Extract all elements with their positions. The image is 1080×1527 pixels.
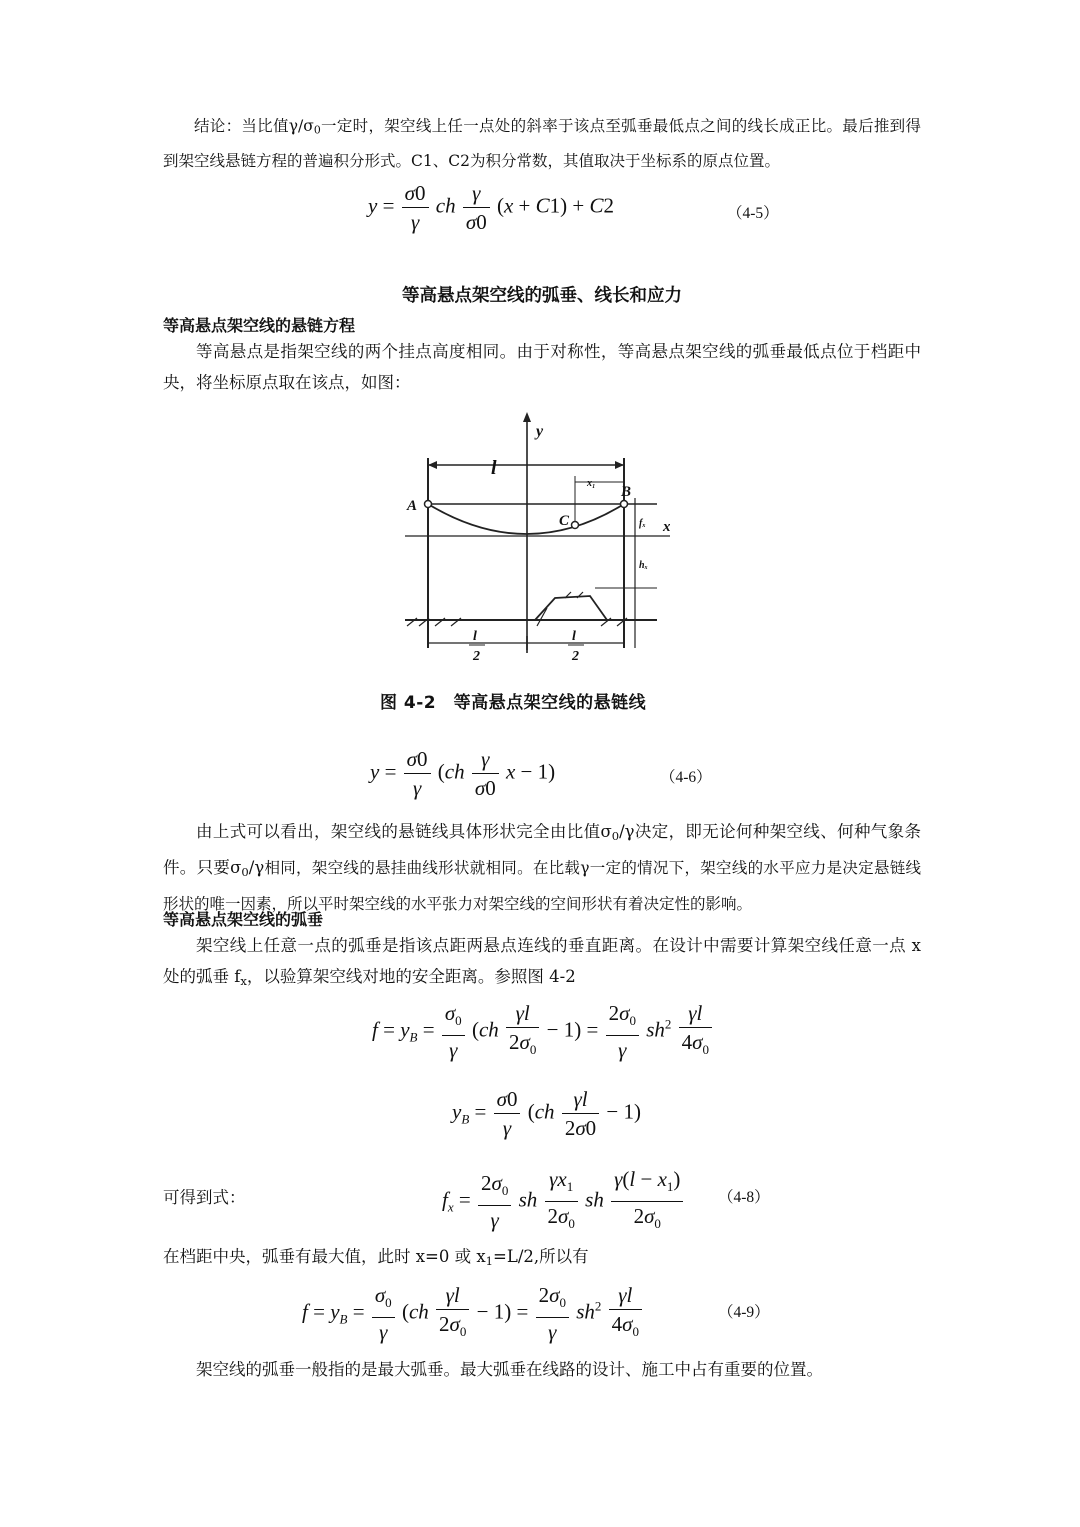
- conclusion-sag-paragraph: 架空线的弧垂一般指的是最大弧垂。最大弧垂在线路的设计、施工中占有重要的位置。: [196, 1360, 823, 1379]
- point-a: [425, 501, 432, 508]
- section-title: 等高悬点架空线的弧垂、线长和应力: [402, 286, 682, 306]
- label-c: C: [559, 513, 570, 529]
- ratio-sigma-gamma-1: $\sigma_0/\gamma$: [600, 822, 635, 843]
- label-half-2-right: 2: [572, 649, 579, 664]
- equation-number-4-9: （4-9）: [718, 1304, 770, 1321]
- conclusion-paragraph: [163, 111, 921, 177]
- label-half-l-right: l: [572, 629, 576, 644]
- label-b: B: [621, 484, 632, 500]
- sag-definition-paragraph: 架空线上任意一点的弧垂是指该点距两悬点连线的垂直距离。在设计中需要计算架空线任意一点 x 处的弧垂 $f_x$，以验算架空线对地的安全距离。参照图 4-2: [163, 936, 921, 988]
- label-fx: fₓ: [639, 518, 646, 529]
- equation-number-4-5: （4-5）: [727, 205, 779, 222]
- label-x1: x₁: [587, 478, 596, 489]
- label-l: l: [491, 457, 497, 479]
- label-a: A: [407, 498, 418, 514]
- point-b: [621, 501, 628, 508]
- equation-4-8: $f_x$ = $\frac{2\sigma_0}{\gamma}$ sh $\frac{\gamma x_1}{2\sigma_0}$ sh $\frac{\gamma(l - x_1)}{2\sigma_0}$: [442, 1166, 685, 1237]
- label-x: x: [663, 519, 670, 535]
- figure-caption: 图 4-2 等高悬点架空线的悬链线: [380, 693, 647, 713]
- label-y: y: [536, 423, 544, 440]
- point-c: [572, 522, 579, 529]
- label-half-2-left: 2: [473, 649, 480, 664]
- shape-paragraph: 由上式可以看出，架空线的悬链线具体形状完全由比值$\sigma_0/\gamma$决定，即无论何种架空线、何种气象条件。只要$\sigma_0/\gamma$相同，架空线的悬挂曲线形状就相同。在比载γ一定的情况下，架空线的水平应力是决定悬链线形状的唯一因素，所以平时架空线的水平张力对架空线的空间形状有着决定性的影响。: [163, 822, 922, 913]
- ratio-sigma-gamma-2: $\sigma_0/\gamma$: [230, 857, 265, 879]
- equation-number-4-8: （4-8）: [718, 1189, 770, 1206]
- equal-height-paragraph: 等高悬点是指架空线的两个挂点高度相同。由于对称性，等高悬点架空线的弧垂最低点位于档距中央，将坐标原点取在该点，如图：: [163, 342, 921, 392]
- conclusion-text-b: 一定时，架空线上任一点处的斜率于该点至弧垂最低点之间的线长成正比。最后推到得到架空线悬链方程的普遍积分形式。C1、C2为积分常数，其值取决于坐标系的原点位置。: [163, 117, 921, 170]
- label-half-l-left: l: [473, 629, 477, 644]
- ratio-gamma-sigma: $\gamma/\sigma_0$: [288, 117, 321, 137]
- equation-yb: $y_B$ = $\frac{\sigma 0}{\gamma}$ (ch $\frac{\gamma l}{2\sigma 0}$ − 1): [452, 1087, 642, 1140]
- subsection-title-catenary: 等高悬点架空线的悬链方程: [163, 316, 356, 335]
- catenary-figure: [395, 408, 670, 668]
- equation-4-6: y = $\frac{\sigma 0}{\gamma}$ (ch $\frac{\gamma}{\sigma 0}$ x − 1): [370, 747, 556, 800]
- equation-4-5: y = $\frac{\sigma 0}{\gamma}$ ch $\frac{\gamma}{\sigma 0}$ (x + C1) + C2: [368, 181, 615, 234]
- subsection-title-sag: 等高悬点架空线的弧垂: [163, 910, 324, 929]
- max-sag-paragraph: 在档距中央，弧垂有最大值，此时 x=0 或 $x_1=L/2$,所以有: [163, 1247, 589, 1268]
- equation-sag-f: $f = y_B$ = $\frac{\sigma_0}{\gamma}$ (ch $\frac{\gamma l}{2\sigma_0}$ − 1) = $\frac{2\sigma_0}{\gamma}$ $sh^2$ $\frac{\gamma l}{4\sigma_0}$: [372, 1000, 714, 1063]
- equation-number-4-6: （4-6）: [660, 769, 712, 786]
- derive-label: 可得到式：: [163, 1188, 246, 1207]
- equation-4-9: $f = y_B$ = $\frac{\sigma_0}{\gamma}$ (ch $\frac{\gamma l}{2\sigma_0}$ − 1) = $\frac{2\sigma_0}{\gamma}$ $sh^2$ $\frac{\gamma l}{4\sigma_0}$: [302, 1282, 644, 1345]
- label-hx: hₓ: [639, 560, 648, 571]
- conclusion-text-a: 结论：当比值: [194, 117, 289, 135]
